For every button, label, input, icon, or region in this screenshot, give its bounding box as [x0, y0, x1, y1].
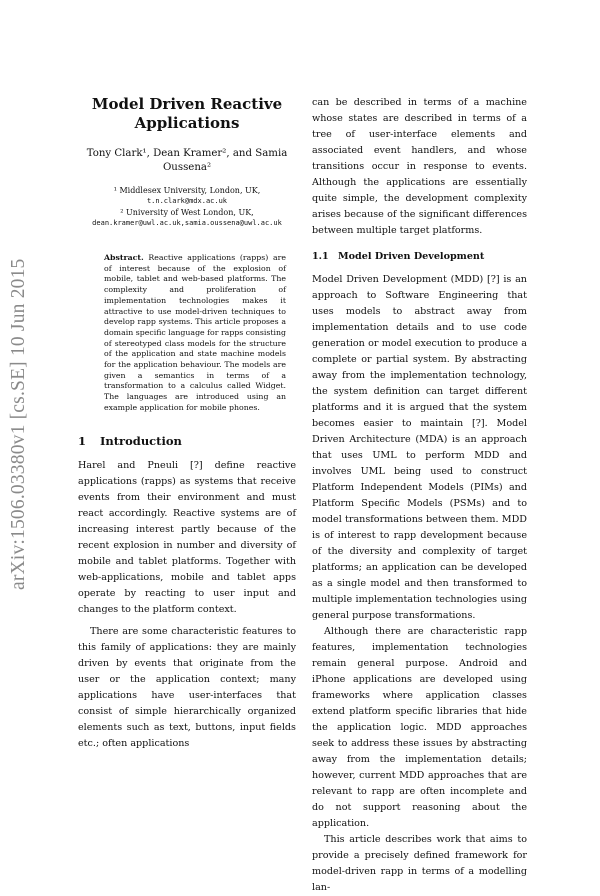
- continuation-paragraph: can be described in terms of a machine whose states are described in terms of a tree of user-interface elements and associated event handlers, and whose transitions occur in response to events. Although the applications are essentially quite simple, the development complexity arises because of the significant differences between multiple target platforms.: [312, 97, 527, 236]
- abstract-text: Reactive applications (rapps) are of interest because of the explosion of mobile, tablet and web-based platforms. The complexity and proliferation of implementation technologies makes it attractive to use model-driven techniques to develop rapp systems. This article proposes a domain specific language for rapps consisting of stereotyped class models for the structure of the application and state machine models for the application behaviour. The models are given a semantics in terms of a transformation to a calculus called Widget. The languages are introduced using an example application for mobile phones.: [104, 253, 286, 412]
- affiliation-2: ² University of West London, UK,: [120, 208, 254, 217]
- abstract: [104, 253, 286, 414]
- email-2: dean.kramer@uwl.ac.uk,samia.oussena@uwl.ac.uk: [92, 219, 282, 227]
- author-list: Tony Clark¹, Dean Kramer², and Samia Oussena²: [86, 148, 288, 173]
- left-column: [78, 95, 296, 752]
- intro-paragraph-2: There are some characteristic features to this family of applications: they are mainly driven by events that originate from the user or the application context; many applications have user-interfaces that consist of simple hierarchically organized elements such as text, buttons, input fields etc.; often applications: [78, 625, 296, 749]
- email-1: t.n.clark@mdx.ac.uk: [146, 197, 228, 205]
- section-heading: [78, 434, 296, 448]
- mdd-paragraph-3: This article describes work that aims to provide a precisely defined framework for model-driven rapp in terms of a modelling lan-: [312, 834, 527, 893]
- abstract-label: Abstract.: [104, 253, 144, 262]
- mdd-paragraph-2: Although there are characteristic rapp features, implementation technologies remain general purpose. Android and iPhone applications are developed using frameworks where application classes extend platform specific libraries that hide the application logic. MDD approaches seek to address these issues by abstracting away from the implementation details; however, current MDD approaches that are relevant to rapp are often incomplete and do not support reasoning about the application.: [312, 626, 527, 829]
- arxiv-identifier: arXiv:1506.03380v1 [cs.SE] 10 Jun 2015: [8, 258, 29, 590]
- mdd-paragraph-1: Model Driven Development (MDD) [?] is an approach to Software Engineering that uses models to abstract away from implementation details and to use code generation or model execution to produce a complete or partial system. By abstracting away from the implementation technology, the system definition can target different platforms and it is argued that the system becomes easier to maintain [?]. Model Driven Architecture (MDA) is an approach that uses UML to perform MDD and involves UML being used to construct Platform Independent Models (PIMs) and Platform Specific Models (PSMs) and to model transformations between them. MDD is of interest to rapp development because of the diversity and complexity of target platforms; an application can be developed as a single model and then transformed to multiple implementation technologies using general purpose transformations.: [312, 274, 527, 621]
- paper-title: Model Driven Reactive Applications: [91, 95, 283, 132]
- section-title: Introduction: [100, 433, 182, 448]
- subsection-number: 1.1: [312, 251, 329, 262]
- intro-paragraph-1: Harel and Pneuli [?] define reactive applications (rapps) as systems that receive events from their environment and must react accordingly. Reactive systems are of increasing interest partly because of the recent explosion in number and diversity of mobile and tablet platforms. Together with web-applications, mobile and tablet apps operate by reacting to user input and changes to the platform context.: [78, 459, 296, 615]
- subsection-title: Model Driven Development: [338, 251, 485, 262]
- section-number: 1: [78, 433, 87, 448]
- subsection-heading: [312, 251, 527, 262]
- affiliation-1: ¹ Middlesex University, London, UK,: [113, 186, 261, 195]
